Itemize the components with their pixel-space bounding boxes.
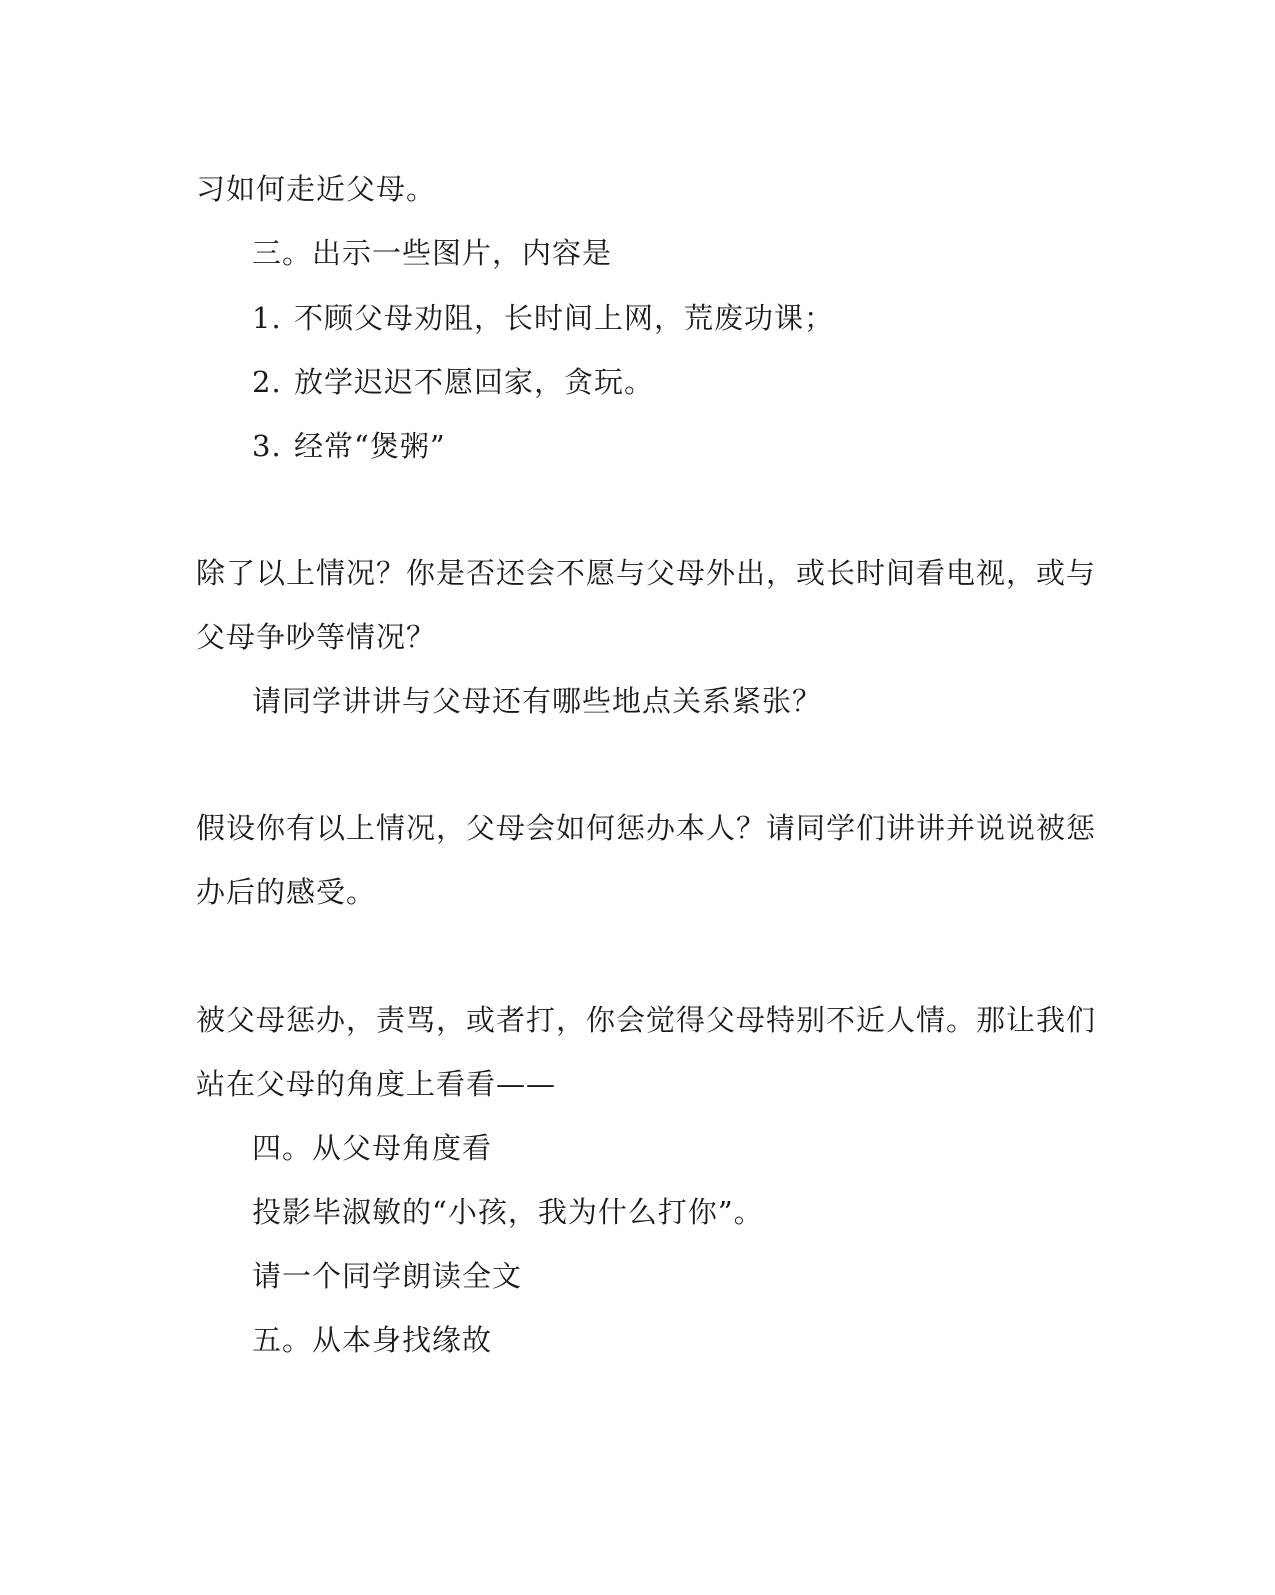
paragraph-line: 请同学讲讲与父母还有哪些地点关系紧张？: [252, 684, 823, 718]
section-heading: 四。从父母角度看: [252, 1131, 493, 1165]
paragraph-line: 除了以上情况？你是否还会不愿与父母外出，或长时间看电视，或与: [196, 556, 1097, 590]
list-item: [252, 362, 654, 402]
list-item-text: 经常“煲粥”: [294, 429, 446, 463]
paragraph-line: 父母争吵等情况？: [196, 620, 437, 654]
list-item-text: 不顾父母劝阻，长时间上网，荒废功课；: [294, 301, 835, 335]
list-item-text: 放学迟迟不愿回家，贪玩。: [294, 365, 655, 399]
list-item-number: 2.: [252, 365, 282, 399]
paragraph-line: 被父母惩办，责骂，或者打，你会觉得父母特别不近人情。那让我们: [196, 1003, 1097, 1037]
section-heading: 三。出示一些图片，内容是: [252, 236, 613, 270]
list-item-number: 1.: [252, 301, 282, 335]
paragraph-line: 请一个同学朗读全文: [252, 1259, 523, 1293]
paragraph-line: 站在父母的角度上看看——: [196, 1067, 557, 1101]
list-item: [252, 298, 834, 338]
list-item-number: 3.: [252, 429, 282, 463]
section-heading: 五。从本身找缘故: [252, 1323, 493, 1357]
list-item: [252, 426, 446, 466]
paragraph-line: 习如何走近父母。: [196, 172, 437, 206]
paragraph-line: 假设你有以上情况，父母会如何惩办本人？请同学们讲讲并说说被惩: [196, 811, 1097, 845]
paragraph-line: 办后的感受。: [196, 875, 377, 909]
paragraph-line: 投影毕淑敏的“小孩，我为什么打你”。: [252, 1195, 764, 1229]
